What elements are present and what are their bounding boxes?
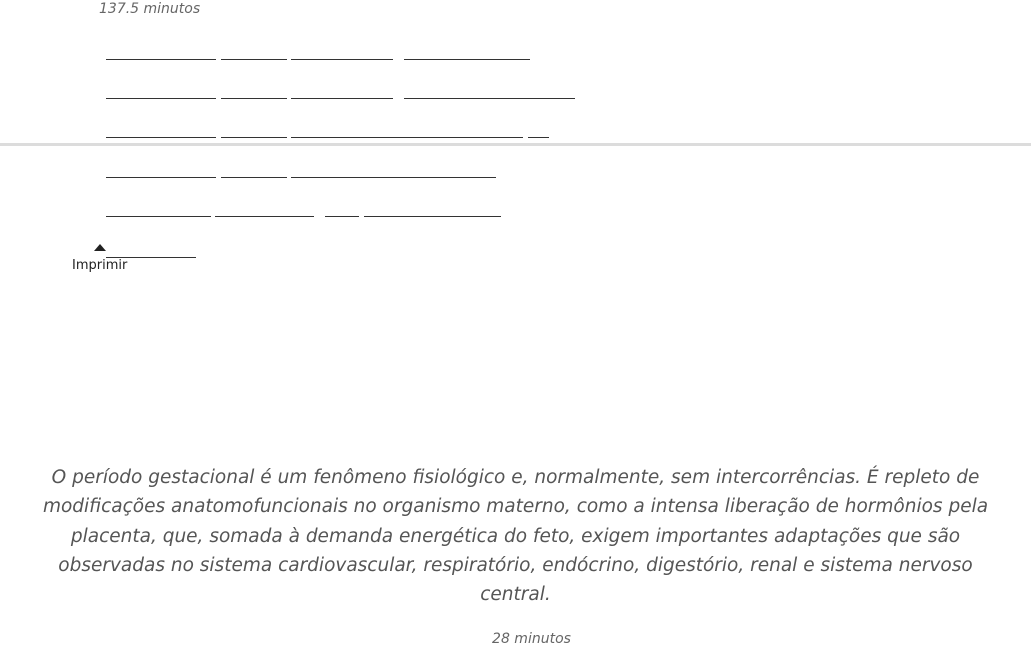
link-underline[interactable] — [221, 177, 287, 178]
link-underline[interactable] — [106, 59, 168, 60]
print-button[interactable] — [72, 240, 202, 276]
link-underline[interactable] — [291, 177, 496, 178]
link-underline[interactable] — [528, 137, 549, 138]
duration-label-top: 137.5 minutos — [99, 1, 201, 17]
link-underline[interactable] — [106, 216, 168, 217]
link-underline[interactable] — [106, 98, 168, 99]
caret-up-icon — [94, 244, 106, 251]
link-underline[interactable] — [291, 137, 523, 138]
link-underline[interactable] — [168, 98, 216, 99]
link-underline[interactable] — [168, 59, 216, 60]
link-underline[interactable] — [106, 177, 168, 178]
link-underline[interactable] — [164, 137, 216, 138]
link-underline[interactable] — [291, 98, 393, 99]
course-summary: O período gestacional é um fenômeno fisiológico e, normalmente, sem intercorrências. É repleto de modificações anatomofuncionais no organismo materno, como a intensa liberação de hormônios pela placenta, que, somada à demanda energética do feto, exigem importantes adaptações que são observadas no sistema cardiovascular, respiratório, endócrino, digestório, renal e sistema nervoso central. — [42, 467, 989, 606]
link-underline[interactable] — [325, 216, 359, 217]
link-underline[interactable] — [221, 59, 287, 60]
link-underline[interactable] — [106, 137, 164, 138]
print-label: Imprimir — [72, 258, 128, 273]
link-underline[interactable] — [404, 59, 530, 60]
link-underline[interactable] — [221, 98, 287, 99]
duration-label-bottom: 28 minutos — [492, 631, 571, 647]
link-underline[interactable] — [364, 216, 501, 217]
link-underline[interactable] — [215, 216, 314, 217]
link-underline[interactable] — [404, 98, 575, 99]
section-divider — [0, 143, 1031, 146]
link-underline[interactable] — [168, 216, 211, 217]
link-underline[interactable] — [168, 177, 216, 178]
link-underline[interactable] — [291, 59, 393, 60]
link-underline[interactable] — [221, 137, 287, 138]
